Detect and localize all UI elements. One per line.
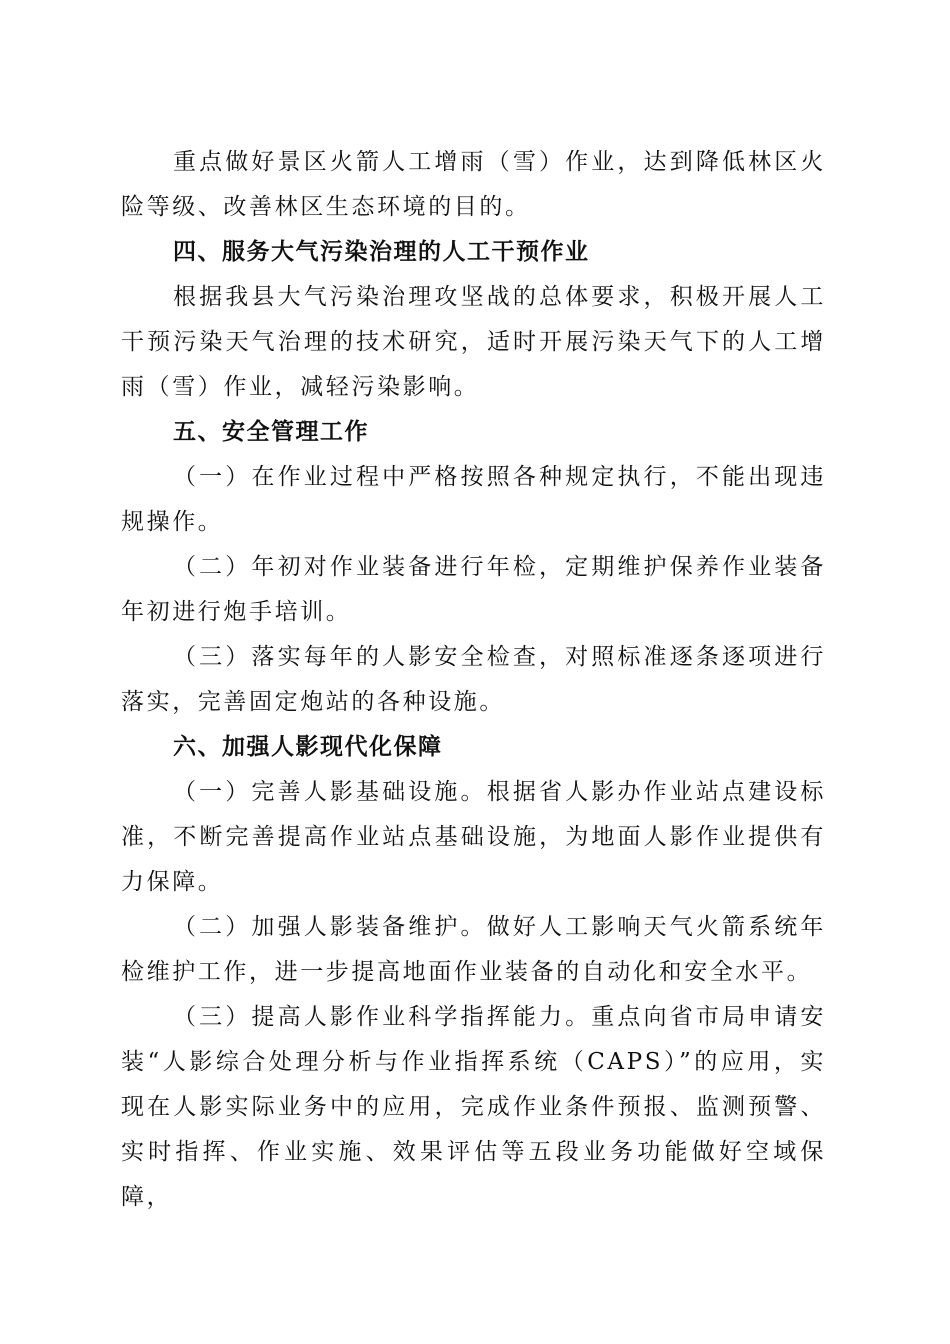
document-body — [121, 140, 826, 1220]
paragraph-safety-3: （三）落实每年的人影安全检查，对照标准逐条逐项进行落实，完善固定炮站的各种设施。 — [121, 644, 826, 715]
section-heading-5: 五、安全管理工作 — [173, 419, 369, 445]
paragraph-scenic-rain-operations: 重点做好景区火箭人工增雨（雪）作业，达到降低林区火险等级、改善林区生态环境的目的。 — [121, 149, 826, 220]
paragraph-modernization-3: （三）提高人影作业科学指挥能力。重点向省市局申请安装“人影综合处理分析与作业指挥系统（CAPS）”的应用，实现在人影实际业务中的应用，完成作业条件预报、监测预警、实时指挥、作业实施、效果评估等五段业务功能做好空域保障， — [121, 1004, 826, 1210]
section-heading-4: 四、服务大气污染治理的人工干预作业 — [173, 239, 590, 265]
paragraph-modernization-2: （二）加强人影装备维护。做好人工影响天气火箭系统年检维护工作，进一步提高地面作业装备的自动化和安全水平。 — [121, 914, 826, 985]
paragraph-safety-1: （一）在作业过程中严格按照各种规定执行，不能出现违规操作。 — [121, 464, 826, 535]
paragraph-modernization-1: （一）完善人影基础设施。根据省人影办作业站点建设标准，不断完善提高作业站点基础设施，为地面人影作业提供有力保障。 — [121, 779, 826, 895]
paragraph-pollution-control: 根据我县大气污染治理攻坚战的总体要求，积极开展人工干预污染天气治理的技术研究，适时开展污染天气下的人工增雨（雪）作业，减轻污染影响。 — [121, 284, 826, 400]
paragraph-safety-2: （二）年初对作业装备进行年检，定期维护保养作业装备年初进行炮手培训。 — [121, 554, 826, 625]
section-heading-6: 六、加强人影现代化保障 — [173, 734, 443, 760]
